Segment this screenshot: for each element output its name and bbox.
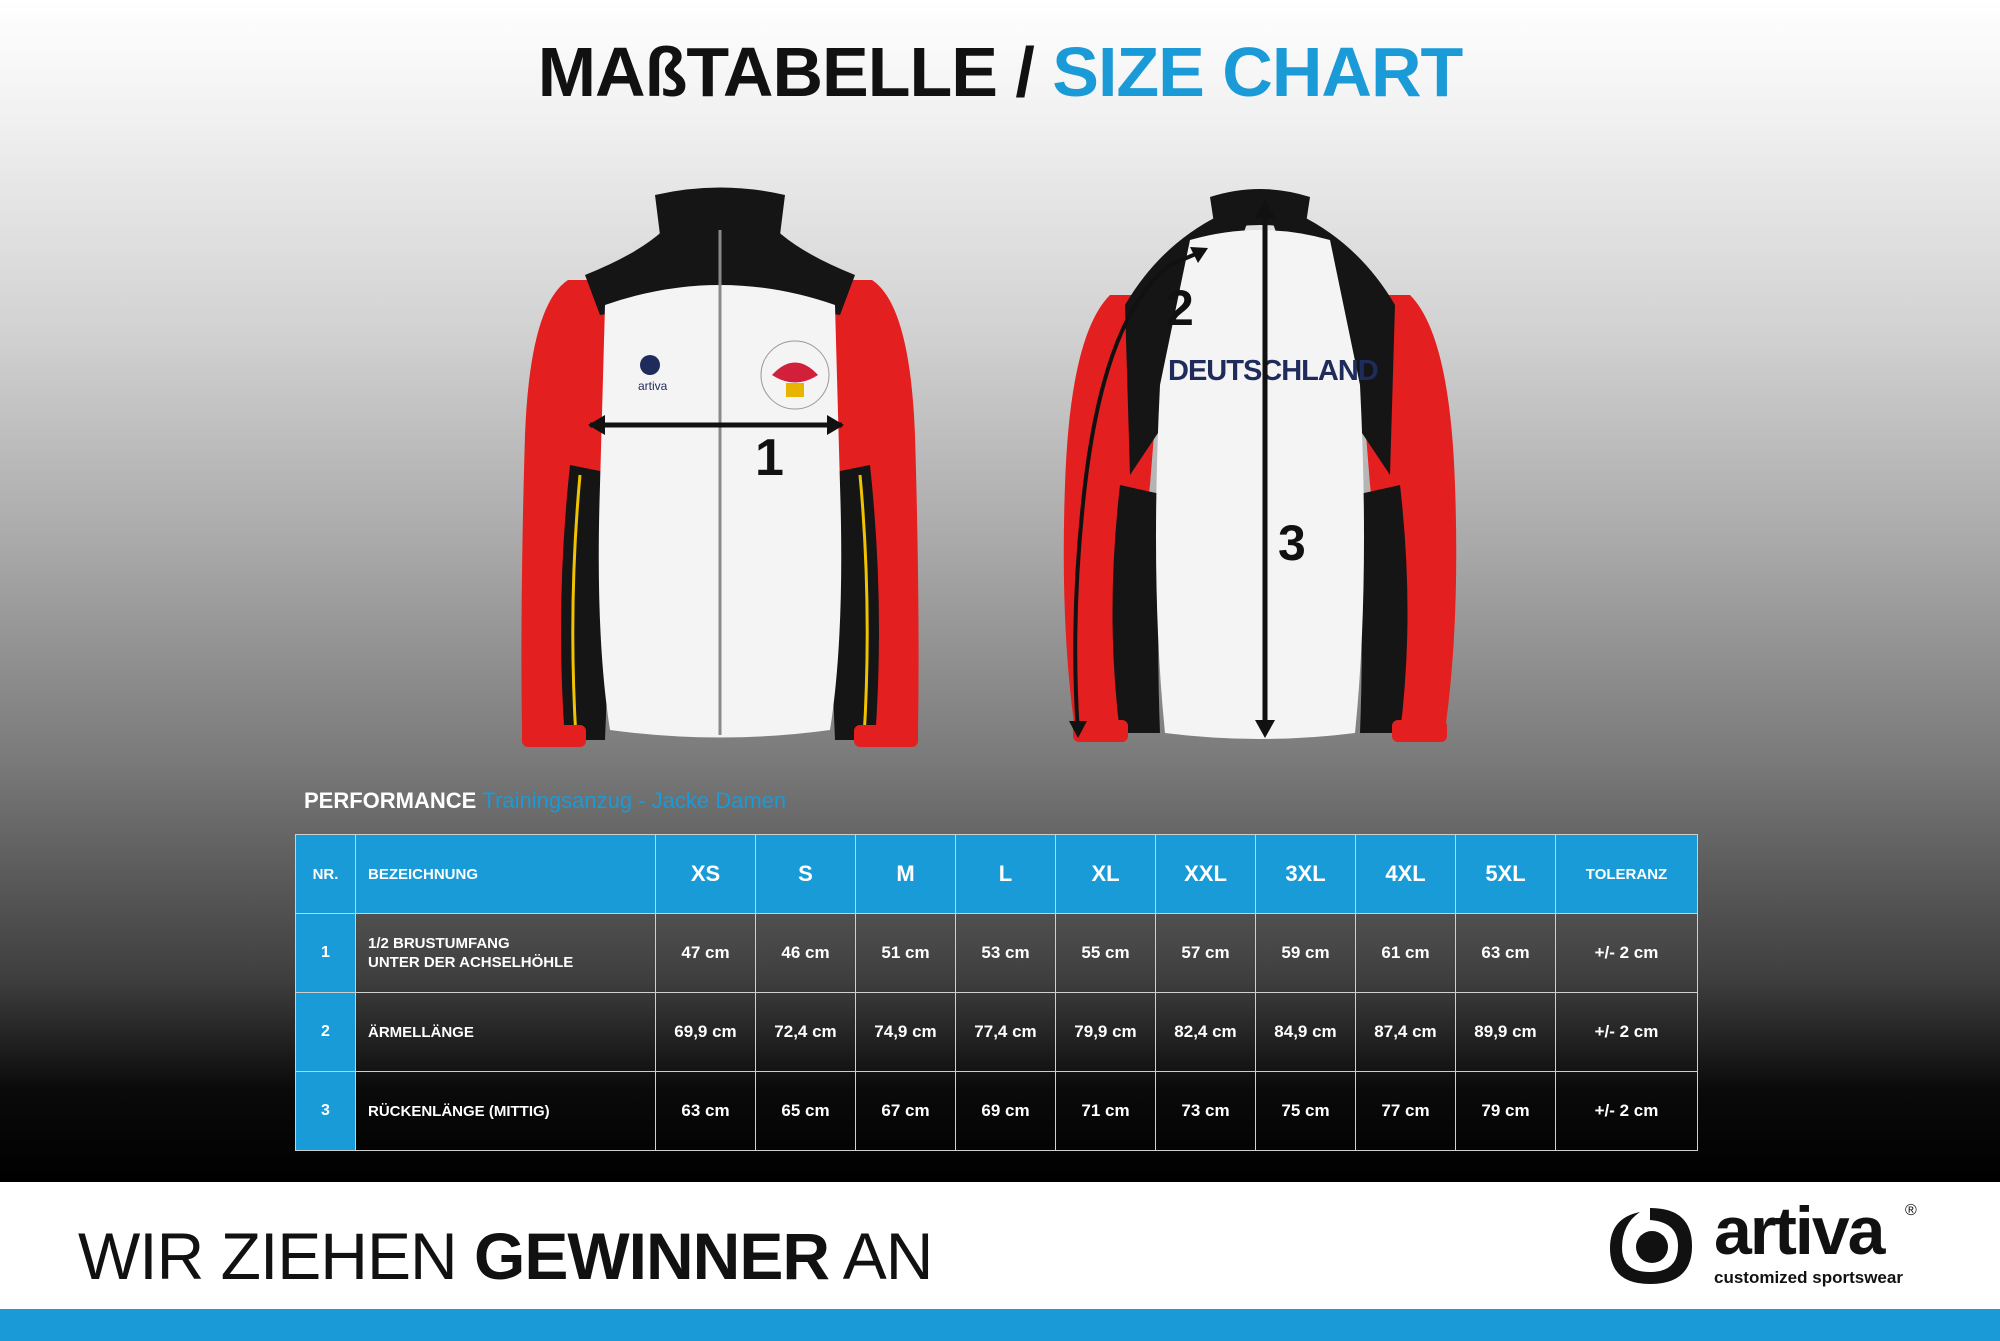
product-subtitle: Trainingsanzug - Jacke Damen [482,788,787,813]
slogan [78,1218,932,1294]
title-german: MAßTABELLE / [537,33,1034,111]
table-cell: 72,4 cm [756,993,856,1072]
jacket-back-image [1050,185,1470,755]
table-row [296,1072,1698,1151]
table-cell: 82,4 cm [1156,993,1256,1072]
front-brand-text: artiva [638,379,668,393]
row-number: 1 [296,914,356,993]
table-cell: 79,9 cm [1056,993,1156,1072]
table-cell: 77,4 cm [956,993,1056,1072]
table-cell: 77 cm [1356,1072,1456,1151]
jacket-front-image [510,185,930,755]
table-cell: 55 cm [1056,914,1156,993]
table-cell: 69 cm [956,1072,1056,1151]
row-label-line2: UNTER DER ACHSELHÖHLE [368,954,574,971]
header-size: M [856,835,956,914]
back-print-text: DEUTSCHLAND [1168,355,1378,387]
logo-tagline: customized sportswear [1714,1268,1903,1287]
table-cell: 74,9 cm [856,993,956,1072]
product-title [304,788,786,814]
row-label [356,914,656,993]
product-name: PERFORMANCE [304,788,477,813]
table-cell: 69,9 cm [656,993,756,1072]
footer [0,1182,2000,1341]
header-size: 4XL [1356,835,1456,914]
header-size: 3XL [1256,835,1356,914]
row-number: 3 [296,1072,356,1151]
slogan-part-b: GEWINNER [474,1219,829,1293]
table-cell: 75 cm [1256,1072,1356,1151]
table-cell: 63 cm [1456,914,1556,993]
header-size: XL [1056,835,1156,914]
header-size: XS [656,835,756,914]
slogan-part-c: AN [829,1219,933,1293]
size-table [295,834,1698,1151]
row-number: 2 [296,993,356,1072]
marker-1: 1 [755,429,784,487]
row-label-line1: 1/2 BRUSTUMFANG [368,935,510,952]
table-cell: 47 cm [656,914,756,993]
table-cell: 87,4 cm [1356,993,1456,1072]
row-label: RÜCKENLÄNGE (MITTIG) [356,1072,656,1151]
table-cell: 53 cm [956,914,1056,993]
table-cell: 79 cm [1456,1072,1556,1151]
table-row [296,914,1698,993]
table-cell: 46 cm [756,914,856,993]
logo-wordmark: artiva [1714,1193,1884,1269]
table-cell: 51 cm [856,914,956,993]
table-header-row [296,835,1698,914]
slogan-part-a: WIR ZIEHEN [78,1219,474,1293]
tolerance-cell: +/- 2 cm [1556,1072,1698,1151]
table-cell: 65 cm [756,1072,856,1151]
table-cell: 63 cm [656,1072,756,1151]
artiva-logo-icon [1600,1200,1700,1290]
header-name: BEZEICHNUNG [356,835,656,914]
header-nr: NR. [296,835,356,914]
header-tolerance: TOLERANZ [1556,835,1698,914]
footer-accent-bar [0,1309,2000,1341]
table-cell: 89,9 cm [1456,993,1556,1072]
logo-registered-mark: ® [1905,1202,1917,1219]
header-size: XXL [1156,835,1256,914]
table-cell: 71 cm [1056,1072,1156,1151]
table-cell: 57 cm [1156,914,1256,993]
marker-3: 3 [1278,515,1306,571]
header-size: L [956,835,1056,914]
table-row [296,993,1698,1072]
header-size: 5XL [1456,835,1556,914]
table-cell: 61 cm [1356,914,1456,993]
row-label: ÄRMELLÄNGE [356,993,656,1072]
table-cell: 73 cm [1156,1072,1256,1151]
page-title [0,32,2000,112]
header-size: S [756,835,856,914]
title-english: SIZE CHART [1052,33,1463,111]
table-cell: 59 cm [1256,914,1356,993]
tolerance-cell: +/- 2 cm [1556,914,1698,993]
table-cell: 67 cm [856,1072,956,1151]
marker-2: 2 [1166,280,1194,336]
tolerance-cell: +/- 2 cm [1556,993,1698,1072]
table-cell: 84,9 cm [1256,993,1356,1072]
artiva-logo [1600,1193,1930,1287]
